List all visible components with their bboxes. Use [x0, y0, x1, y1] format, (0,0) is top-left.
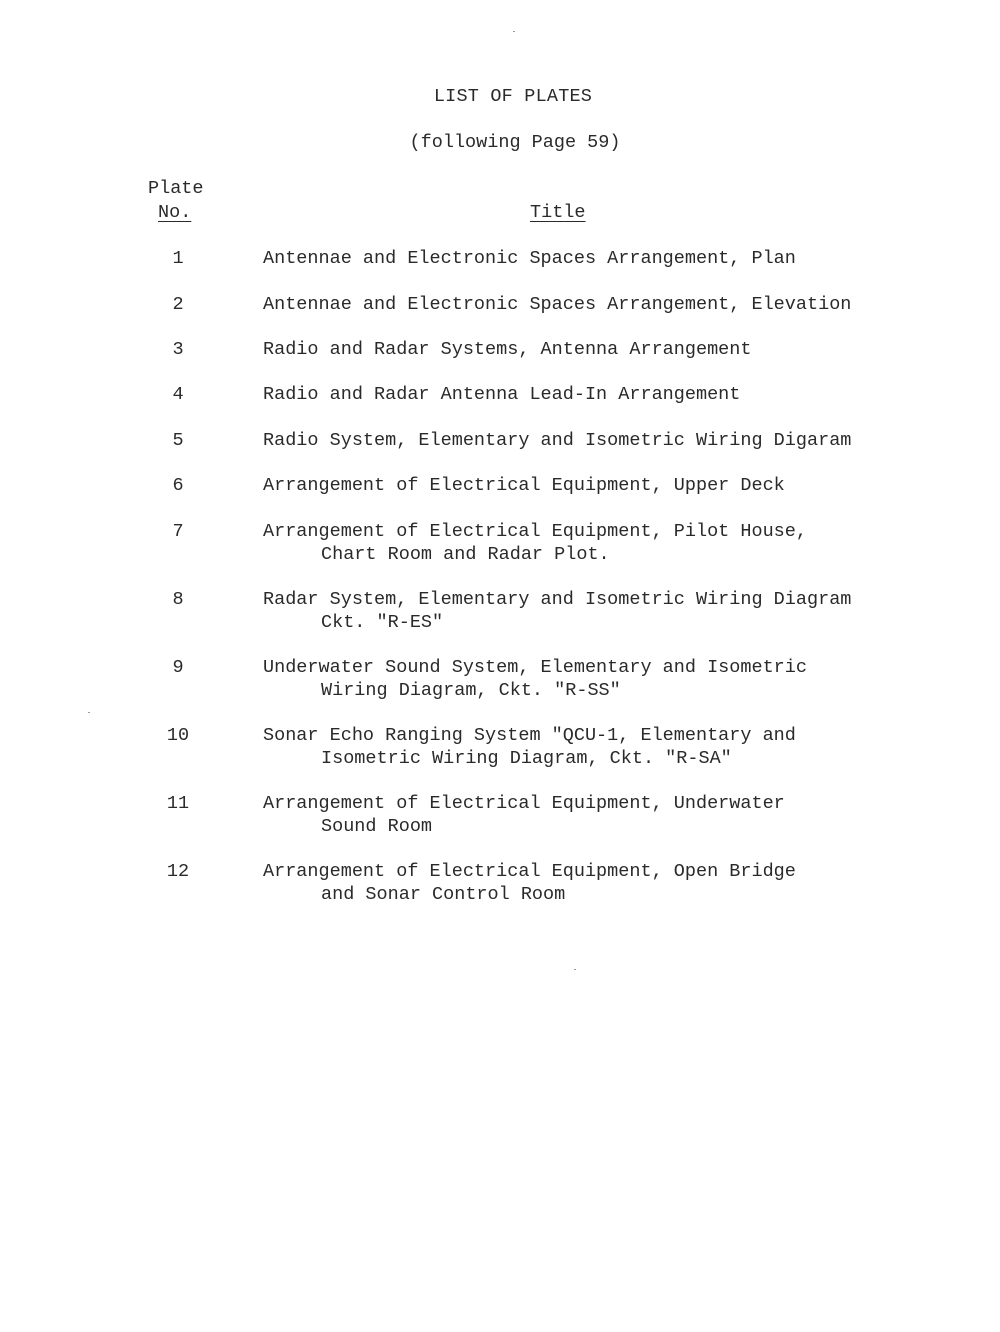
plate-title-line: Arrangement of Electrical Equipment, Pilot House,: [263, 521, 807, 542]
plate-title-line: Antennae and Electronic Spaces Arrangement, Plan: [263, 248, 796, 269]
plate-title-continuation: Ckt. "R-ES": [321, 611, 444, 633]
plate-number: 4: [172, 384, 184, 405]
plate-number: 2: [172, 294, 184, 315]
page-title: LIST OF PLATES: [433, 86, 593, 107]
plate-title-continuation: Isometric Wiring Diagram, Ckt. "R-SA": [321, 747, 732, 769]
scan-speck: [88, 712, 90, 713]
page-subtitle: (following Page 59): [409, 132, 621, 153]
plate-title: [263, 657, 807, 702]
plate-number: 9: [172, 657, 184, 678]
plate-title-continuation: Chart Room and Radar Plot.: [321, 543, 610, 565]
plate-title-line: Underwater Sound System, Elementary and Isometric: [263, 657, 807, 678]
plate-title-line: Sonar Echo Ranging System "QCU-1, Elementary and: [263, 725, 796, 746]
plate-title-line: Radar System, Elementary and Isometric Wiring Diagram: [263, 589, 852, 610]
plate-number: 1: [172, 248, 184, 269]
scan-speck: [513, 31, 515, 32]
plate-title: [263, 725, 796, 770]
plate-title: [263, 248, 796, 271]
plate-title-line: Arrangement of Electrical Equipment, Upper Deck: [263, 475, 785, 496]
plate-title-line: Arrangement of Electrical Equipment, Underwater: [263, 793, 785, 814]
plate-title-line: Radio System, Elementary and Isometric Wiring Digaram: [263, 430, 852, 451]
scan-speck: [574, 969, 576, 970]
plate-number: 8: [172, 589, 184, 610]
plate-title: [263, 521, 807, 566]
plate-title: [263, 793, 785, 838]
plate-title-continuation: Sound Room: [321, 815, 433, 837]
column-header-title: [530, 202, 586, 223]
plate-title-continuation: Wiring Diagram, Ckt. "R-SS": [321, 679, 621, 701]
column-header-no: [158, 202, 191, 223]
column-header-title-text: Title: [530, 202, 586, 223]
plate-title: [263, 384, 740, 407]
plate-title-continuation: and Sonar Control Room: [321, 883, 566, 905]
plate-number: 3: [172, 339, 184, 360]
plate-number: 10: [166, 725, 190, 746]
plate-title: [263, 294, 851, 317]
plate-title: [263, 430, 851, 453]
plate-number: 7: [172, 521, 184, 542]
plate-number: 6: [172, 475, 184, 496]
plate-title-line: Radio and Radar Antenna Lead-In Arrangement: [263, 384, 741, 405]
plate-title: [263, 339, 751, 362]
plate-title: [263, 475, 785, 498]
plate-title: [263, 589, 851, 634]
plate-title-line: Arrangement of Electrical Equipment, Open Bridge: [263, 861, 796, 882]
plate-number: 5: [172, 430, 184, 451]
column-header-no-text: No.: [158, 202, 192, 223]
plate-title-line: Antennae and Electronic Spaces Arrangement, Elevation: [263, 294, 852, 315]
plate-number: 12: [166, 861, 190, 882]
plate-title: [263, 861, 796, 906]
plate-number: 11: [166, 793, 190, 814]
plate-title-line: Radio and Radar Systems, Antenna Arrangement: [263, 339, 752, 360]
column-header-plate: Plate: [148, 178, 204, 199]
